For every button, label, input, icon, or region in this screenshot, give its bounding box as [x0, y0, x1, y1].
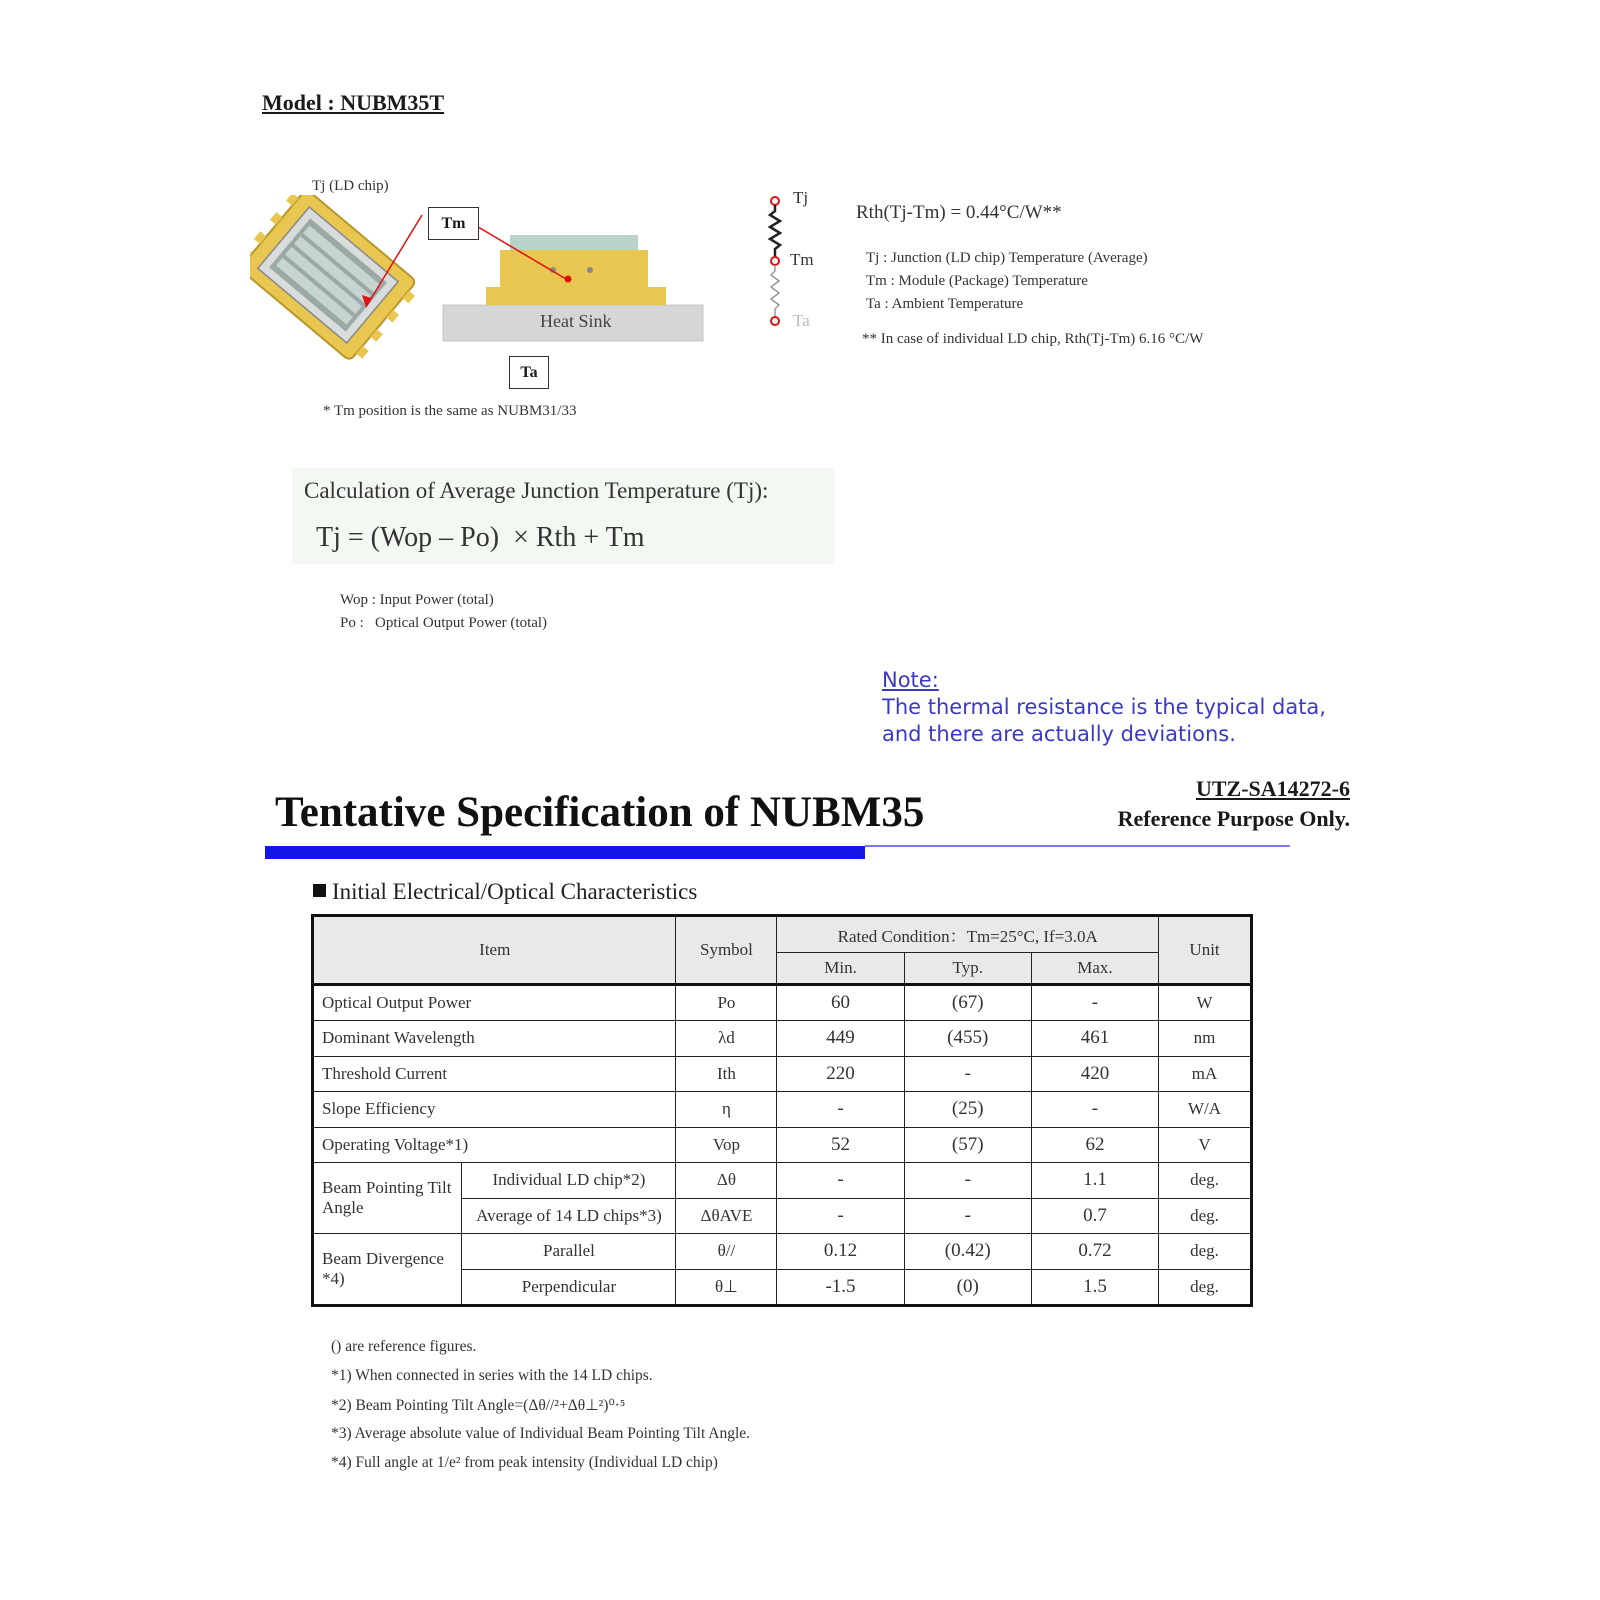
cell-max: 461	[1031, 1021, 1158, 1057]
tm-position-footnote: * Tm position is the same as NUBM31/33	[323, 403, 577, 419]
cell-symbol: η	[676, 1092, 777, 1128]
table-row	[313, 1056, 1252, 1092]
cell-item: Optical Output Power	[313, 984, 676, 1021]
cell-min: -	[777, 1163, 904, 1199]
document-code: UTZ-SA14272-6	[1195, 776, 1350, 801]
cell-typ: (0)	[904, 1269, 1031, 1306]
cell-unit: deg.	[1159, 1234, 1252, 1270]
table-row	[313, 1234, 1252, 1270]
reference-purpose-label: Reference Purpose Only.	[1117, 806, 1350, 831]
title-underline-thin	[865, 845, 1290, 847]
cell-unit: W/A	[1159, 1092, 1252, 1128]
cell-group-tilt: Beam Pointing Tilt Angle	[313, 1163, 462, 1234]
cell-max: -	[1031, 1092, 1158, 1128]
cell-typ: -	[904, 1163, 1031, 1199]
cell-max: 420	[1031, 1056, 1158, 1092]
cell-item: Operating Voltage*1)	[313, 1127, 676, 1163]
section-heading-text: Initial Electrical/Optical Characteristics	[332, 879, 698, 904]
cell-symbol: λd	[676, 1021, 777, 1057]
cell-typ: (57)	[904, 1127, 1031, 1163]
footnote-1: *1) When connected in series with the 14 LD chips.	[331, 1367, 653, 1384]
cell-unit: deg.	[1159, 1198, 1252, 1234]
header-unit: Unit	[1159, 916, 1252, 985]
header-item: Item	[313, 916, 676, 985]
cell-min: -1.5	[777, 1269, 904, 1306]
cell-min: -	[777, 1092, 904, 1128]
title-underline-thick	[265, 846, 865, 859]
cell-subitem: Perpendicular	[462, 1269, 676, 1306]
header-rated-condition: Rated Condition：Tm=25°C, If=3.0A	[777, 916, 1159, 953]
cell-symbol: Ith	[676, 1056, 777, 1092]
cell-unit: deg.	[1159, 1163, 1252, 1199]
legend-ta: Ta : Ambient Temperature	[866, 296, 1024, 312]
cell-group-divergence: Beam Divergence *4)	[313, 1234, 462, 1306]
header-min: Min.	[777, 952, 904, 984]
cell-min: -	[777, 1198, 904, 1234]
node-tj-label: Tj	[793, 188, 809, 207]
ld-package-image	[250, 195, 423, 365]
cell-min: 449	[777, 1021, 904, 1057]
table-row	[313, 1092, 1252, 1128]
header-typ: Typ.	[904, 952, 1031, 984]
spec-title: Tentative Specification of NUBM35	[275, 789, 925, 836]
def-wop: Wop : Input Power (total)	[340, 592, 494, 608]
legend-tm: Tm : Module (Package) Temperature	[866, 273, 1088, 289]
ta-box: Ta	[509, 356, 549, 389]
model-title: Model : NUBM35T	[262, 90, 445, 115]
cell-symbol: Po	[676, 984, 777, 1021]
cell-unit: nm	[1159, 1021, 1252, 1057]
bullet-square-icon	[313, 884, 326, 897]
cell-item: Slope Efficiency	[313, 1092, 676, 1128]
cell-max: -	[1031, 984, 1158, 1021]
note-line-1: The thermal resistance is the typical data,	[882, 695, 1326, 719]
cell-unit: V	[1159, 1127, 1252, 1163]
cell-subitem: Average of 14 LD chips*3)	[462, 1198, 676, 1234]
note-heading: Note:	[882, 668, 939, 692]
cell-symbol: θ⊥	[676, 1269, 777, 1306]
cell-typ: (67)	[904, 984, 1031, 1021]
cell-typ: (0.42)	[904, 1234, 1031, 1270]
tj-chip-label: Tj (LD chip)	[312, 178, 389, 194]
package-diagram	[250, 195, 720, 365]
footnote-reference: () are reference figures.	[331, 1338, 477, 1355]
cell-max: 62	[1031, 1127, 1158, 1163]
header-max: Max.	[1031, 952, 1158, 984]
table-row	[313, 1021, 1252, 1057]
cell-min: 220	[777, 1056, 904, 1092]
cell-unit: W	[1159, 984, 1252, 1021]
cell-item: Dominant Wavelength	[313, 1021, 676, 1057]
cell-typ: -	[904, 1056, 1031, 1092]
table-row	[313, 984, 1252, 1021]
cell-typ: (455)	[904, 1021, 1031, 1057]
characteristics-table	[311, 914, 1253, 1307]
calculation-title: Calculation of Average Junction Temperature (Tj):	[304, 478, 769, 503]
rth-formula: Rth(Tj-Tm) = 0.44°C/W**	[856, 202, 1062, 223]
cell-subitem: Parallel	[462, 1234, 676, 1270]
cell-subitem: Individual LD chip*2)	[462, 1163, 676, 1199]
node-tm-label: Tm	[790, 250, 814, 269]
cell-max: 0.7	[1031, 1198, 1158, 1234]
cell-max: 1.1	[1031, 1163, 1158, 1199]
individual-chip-note: ** In case of individual LD chip, Rth(Tj-Tm) 6.16 °C/W	[862, 331, 1204, 347]
table-row	[313, 1163, 1252, 1199]
heat-sink-label: Heat Sink	[540, 311, 612, 331]
table-row	[313, 1127, 1252, 1163]
cell-symbol: Vop	[676, 1127, 777, 1163]
cell-item: Threshold Current	[313, 1056, 676, 1092]
cell-typ: (25)	[904, 1092, 1031, 1128]
cell-max: 1.5	[1031, 1269, 1158, 1306]
cell-min: 0.12	[777, 1234, 904, 1270]
cell-unit: deg.	[1159, 1269, 1252, 1306]
section-heading	[313, 879, 697, 905]
cell-typ: -	[904, 1198, 1031, 1234]
cell-symbol: Δθ	[676, 1163, 777, 1199]
footnote-2: *2) Beam Pointing Tilt Angle=(Δθ//²+Δθ⊥²)⁰·⁵	[331, 1397, 626, 1414]
node-ta-label: Ta	[793, 311, 810, 330]
cell-unit: mA	[1159, 1056, 1252, 1092]
footnote-4: *4) Full angle at 1/e² from peak intensity (Individual LD chip)	[331, 1454, 718, 1471]
cell-symbol: ΔθAVE	[676, 1198, 777, 1234]
legend-tj: Tj : Junction (LD chip) Temperature (Average)	[866, 250, 1148, 266]
def-po: Po : Optical Output Power (total)	[340, 615, 548, 631]
cell-min: 60	[777, 984, 904, 1021]
footnote-3: *3) Average absolute value of Individual Beam Pointing Tilt Angle.	[331, 1425, 751, 1442]
cell-symbol: θ//	[676, 1234, 777, 1270]
cell-max: 0.72	[1031, 1234, 1158, 1270]
calculation-formula: Tj = (Wop – Po) × Rth + Tm	[316, 522, 645, 553]
thermal-chain-diagram	[765, 193, 785, 333]
note-line-2: and there are actually deviations.	[882, 722, 1236, 746]
header-symbol: Symbol	[676, 916, 777, 985]
cell-min: 52	[777, 1127, 904, 1163]
tm-box: Tm	[428, 207, 479, 240]
